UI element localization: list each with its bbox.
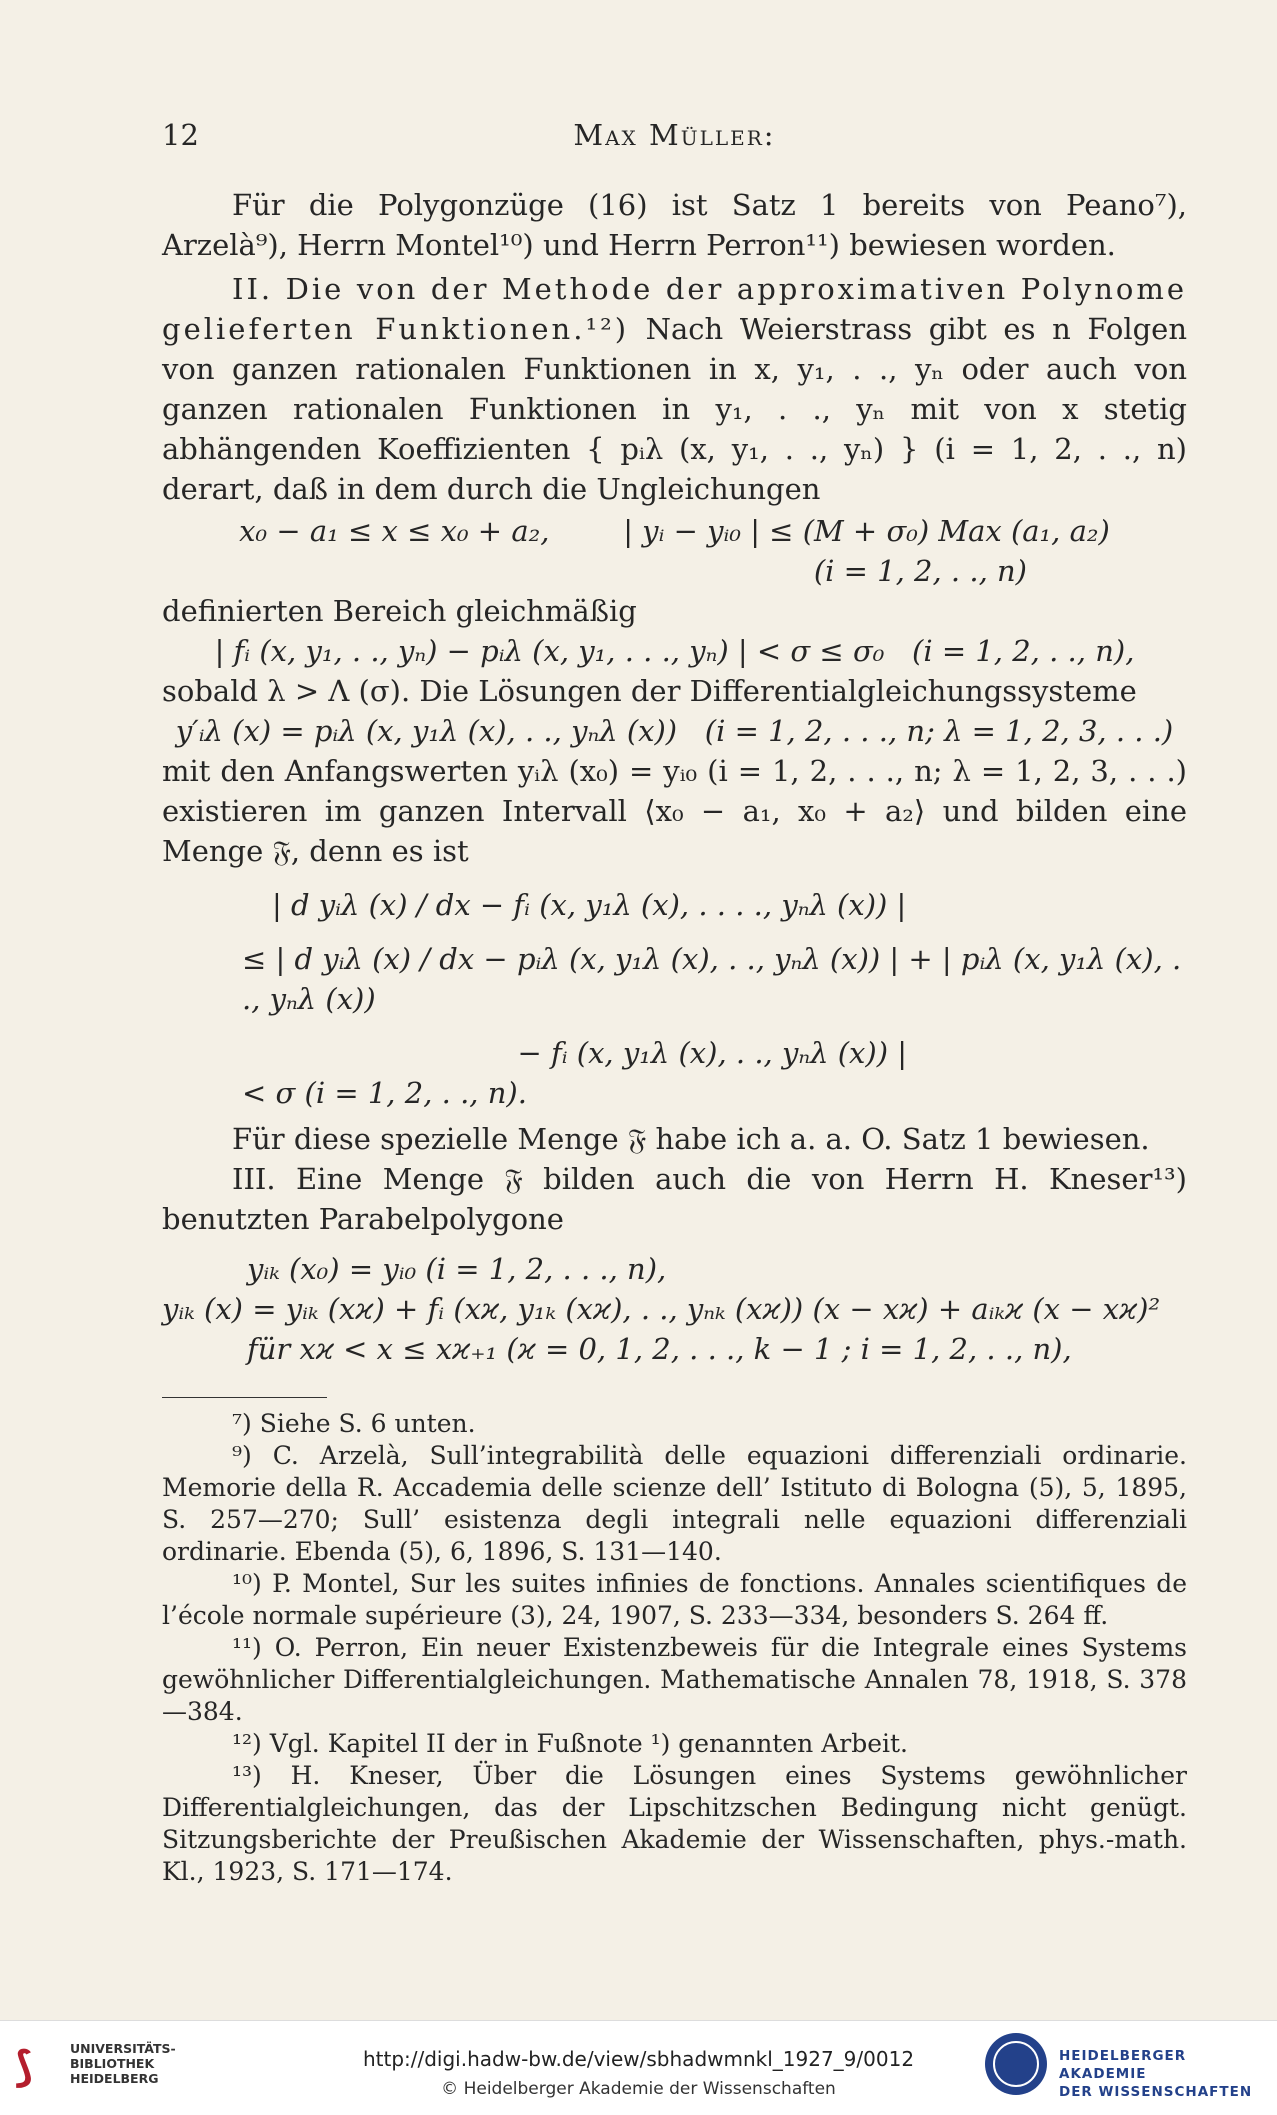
academy-seal-icon xyxy=(985,2033,1047,2095)
library-logo-text: UNIVERSITÄTS- BIBLIOTHEK HEIDELBERG xyxy=(70,2041,176,2086)
equation: | d yᵢλ (x) / dx − fᵢ (x, y₁λ (x), . . . ., yₙλ (x)) | xyxy=(272,888,907,922)
section-heading: II. Die von der Methode der approximativen Polynome gelieferten Funktionen.¹²) xyxy=(162,272,1187,346)
equation: | fᵢ (x, y₁, . ., yₙ) − pᵢλ (x, y₁, . . ., yₙ) | < σ ≤ σ₀ (i = 1, 2, . ., n), xyxy=(214,634,1135,668)
footnote: ¹⁰) P. Montel, Sur les suites infinies de fonctions. Annales scientifiques de l’école normale supérieure (3), 24, 1907, S. 233—334, besonders S. 264 ff. xyxy=(162,1569,1187,1630)
paragraph xyxy=(162,269,1187,509)
page-body xyxy=(162,185,1187,1888)
footnote: ¹³) H. Kneser, Über die Lösungen eines Systems gewöhnlicher Differentialgleichungen, das der Lipschitzschen Bedingung nicht genügt. Sitzungsberichte der Preußischen Akademie der Wissenschaften, phys.-math. Kl., 1923, S. 171—174. xyxy=(162,1761,1187,1886)
paragraph: Für diese spezielle Menge 𝔉 habe ich a. a. O. Satz 1 bewiesen. xyxy=(232,1122,1150,1156)
permalink-url[interactable]: http://digi.hadw-bw.de/view/sbhadwmnkl_1927_9/0012 xyxy=(362,2047,915,2071)
footnotes xyxy=(162,1408,1187,1888)
running-title: Max Müller: xyxy=(573,118,776,152)
footnote: ¹¹) O. Perron, Ein neuer Existenzbeweis für die Integrale eines Systems gewöhnlicher Differentialgleichungen. Mathematische Annalen 78, 1918, S. 378—384. xyxy=(162,1633,1187,1726)
equation: ≤ | d yᵢλ (x) / dx − pᵢλ (x, y₁λ (x), . ., yₙλ (x)) | + | pᵢλ (x, y₁λ (x), . ., yₙλ (x)) xyxy=(242,942,1182,1016)
footnote: ⁹) C. Arzelà, Sull’integrabilità delle equazioni differenziali ordinarie. Memorie della R. Accademia delle scienze dell’ Istituto di Bologna (5), 5, 1895, S. 257—270; Sull’ esistenza degli integrali nelle equazioni differenziali ordinarie. Ebenda (5), 6, 1896, S. 131—140. xyxy=(162,1441,1187,1566)
library-logo-icon: ⟆ xyxy=(14,2042,34,2091)
equation: y′ᵢλ (x) = pᵢλ (x, y₁λ (x), . ., yₙλ (x)) (i = 1, 2, . . ., n; λ = 1, 2, 3, . . .) xyxy=(175,714,1174,748)
academy-logo[interactable] xyxy=(985,2033,1265,2103)
equation: yᵢₖ (x₀) = yᵢ₀ (i = 1, 2, . . ., n), xyxy=(247,1252,667,1286)
footnote: ⁷) Siehe S. 6 unten. xyxy=(232,1409,476,1438)
copyright-notice: © Heidelberger Akademie der Wissenschaften xyxy=(441,2079,836,2099)
equation: yᵢₖ (x) = yᵢₖ (xϰ) + fᵢ (xϰ, y₁ₖ (xϰ), . ., yₙₖ (xϰ)) (x − xϰ) + aᵢₖϰ (x − xϰ)² xyxy=(162,1292,1161,1326)
equation: < σ (i = 1, 2, . ., n). xyxy=(242,1076,527,1110)
paragraph: sobald λ > Λ (σ). Die Lösungen der Differentialgleichungssysteme xyxy=(162,674,1137,708)
footnote: ¹²) Vgl. Kapitel II der in Fußnote ¹) genannten Arbeit. xyxy=(232,1729,908,1758)
paragraph: Für die Polygonzüge (16) ist Satz 1 bereits von Peano⁷), Arzelà⁹), Herrn Montel¹⁰) und Herrn Perron¹¹) bewiesen worden. xyxy=(162,188,1187,262)
footnote-divider xyxy=(162,1397,327,1398)
paragraph-text: Nach Weierstrass gibt es n Folgen von ganzen rationalen Funktionen in x, y₁, . ., yₙ oder auch von ganzen rationalen Funktionen in y₁, . ., yₙ mit von x stetig abhängenden Koeffizienten { pᵢλ (x, y₁, . ., yₙ) } (i = 1, 2, . ., n) derart, daß in dem durch die Ungleichungen xyxy=(162,312,1188,506)
viewer-footer-bar xyxy=(0,2020,1277,2115)
running-header xyxy=(162,118,1187,162)
page-number: 12 xyxy=(162,118,199,152)
academy-logo-text: HEIDELBERGER AKADEMIE DER WISSENSCHAFTEN xyxy=(1059,2048,1253,2100)
paragraph: III. Eine Menge 𝔉 bilden auch die von Herrn H. Kneser¹³) benutzten Parabelpolygone xyxy=(162,1162,1187,1236)
equation: (i = 1, 2, . ., n) xyxy=(813,554,1027,588)
equation: x₀ − a₁ ≤ x ≤ x₀ + a₂, | yᵢ − yᵢ₀ | ≤ (M + σ₀) Max (a₁, a₂) xyxy=(239,514,1110,548)
equation: für xϰ < x ≤ xϰ₊₁ (ϰ = 0, 1, 2, . . ., k − 1 ; i = 1, 2, . ., n), xyxy=(247,1332,1072,1366)
paragraph: definierten Bereich gleichmäßig xyxy=(162,594,637,628)
equation: − fᵢ (x, y₁λ (x), . ., yₙλ (x)) | xyxy=(517,1036,907,1070)
paragraph: mit den Anfangswerten yᵢλ (x₀) = yᵢ₀ (i = 1, 2, . . ., n; λ = 1, 2, 3, . . .) existieren im ganzen Intervall ⟨x₀ − a₁, x₀ + a₂⟩ und bilden eine Menge 𝔉, denn es ist xyxy=(162,754,1187,868)
